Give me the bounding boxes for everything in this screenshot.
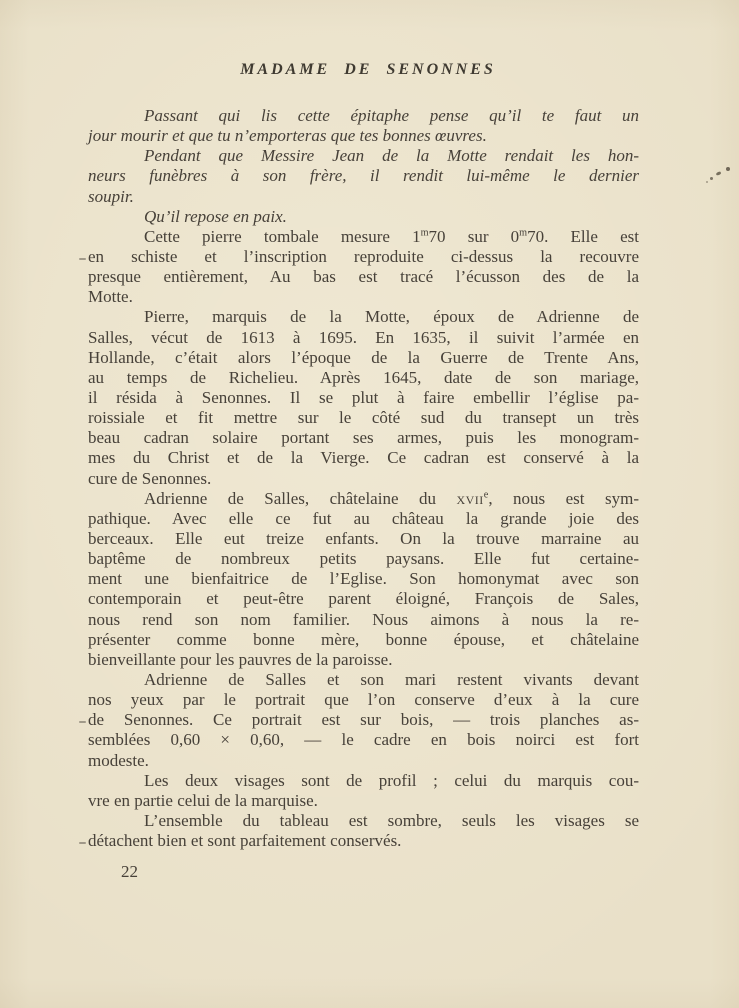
superscript-text: m: [519, 227, 528, 239]
text-line: contemporain et peut-être parent éloigné, François de Sales,: [88, 589, 639, 609]
text-line: au temps de Richelieu. Après 1645, date de son mariage,: [88, 367, 639, 387]
ink-speckle: [716, 171, 722, 176]
smallcaps-text: xvii: [456, 488, 484, 508]
text-line: Salles, vécut de 1613 à 1695. En 1635, il suivit l’armée en: [88, 327, 639, 347]
text-line: Adrienne de Salles, châtelaine du xvii$^e$, nous est sym-: [144, 488, 639, 508]
text-line: Pierre, marquis de la Motte, époux de Adrienne de: [144, 307, 639, 327]
paragraph: [88, 670, 639, 771]
text-line: cure de Senonnes.: [88, 468, 212, 488]
text-line: bienveillante pour les pauvres de la paroisse.: [88, 649, 393, 669]
text-line: pathique. Avec elle ce fut au château la grande joie des: [88, 508, 639, 528]
paragraph: [88, 307, 639, 488]
margin-mark: [79, 258, 86, 260]
margin-mark: [79, 721, 86, 723]
text-line: Cette pierre tombale mesure 1$^m$70 sur 0$^m$70. Elle est: [144, 226, 639, 246]
paragraph: [88, 771, 639, 811]
paragraph: [88, 227, 639, 308]
text-line: il résida à Senonnes. Il se plut à faire embellir l’église pa-: [88, 387, 639, 407]
text-line: détachent bien et sont parfaitement conservés.: [88, 831, 402, 851]
text-line: semblées 0,60 × 0,60, — le cadre en bois noirci est fort: [88, 730, 639, 750]
ink-speckle: [706, 181, 708, 183]
text-line: ment une bienfaitrice de l’Eglise. Son homonymat avec son: [88, 569, 639, 589]
paragraph: [88, 811, 639, 851]
paragraph: [88, 106, 639, 146]
text-line: présenter comme bonne mère, bonne épouse, et châtelaine: [88, 629, 639, 649]
superscript-text: m: [420, 227, 429, 239]
superscript-text: e: [483, 489, 489, 501]
text-line: Adrienne de Salles et son mari restent vivants devant: [144, 669, 639, 689]
text-line: nos yeux par le portrait que l’on conserve d’eux à la cure: [88, 690, 639, 710]
page-number: 22: [121, 862, 138, 881]
text-line: Hollande, c’était alors l’époque de la Guerre de Trente Ans,: [88, 347, 639, 367]
text-line: soupir.: [88, 186, 134, 206]
text-line: Motte.: [88, 287, 133, 307]
text-line: modeste.: [88, 750, 149, 770]
paragraph: [88, 489, 639, 670]
text-line: baptême de nombreux petits paysans. Elle fut certaine-: [88, 549, 639, 569]
text-line: Pendant que Messire Jean de la Motte rendait les hon-: [144, 146, 639, 166]
text-line: presque entièrement, Au bas est tracé l’écusson des de la: [88, 267, 639, 287]
margin-mark: [79, 842, 86, 844]
text-line: jour mourir et que tu n’emporteras que tes bonnes œuvres.: [88, 126, 487, 146]
ink-speckle: [710, 177, 713, 180]
text-line: nous rend son nom familier. Nous aimons à nous la re-: [88, 609, 639, 629]
text-line: vre en partie celui de la marquise.: [88, 790, 318, 810]
page-title: MADAME DE SENONNES: [240, 61, 496, 78]
paragraph: [88, 146, 639, 206]
text-line: de Senonnes. Ce portrait est sur bois, — trois planches as-: [88, 710, 639, 730]
text-line: Passant qui lis cette épitaphe pense qu’il te faut un: [144, 106, 639, 125]
text-line: beau cadran solaire portant ses armes, puis les monogram-: [88, 428, 639, 448]
text-line: mes du Christ et de la Vierge. Ce cadran est conservé à la: [88, 448, 639, 468]
text-line: L’ensemble du tableau est sombre, seuls les visages se: [144, 810, 639, 830]
text-line: berceaux. Elle eut treize enfants. On la trouve marraine au: [88, 528, 639, 548]
paragraph: [88, 207, 639, 227]
text-line: en schiste et l’inscription reproduite ci-dessus la recouvre: [88, 246, 639, 266]
ink-speckle: [726, 167, 730, 171]
text-line: Les deux visages sont de profil ; celui du marquis cou-: [144, 770, 639, 790]
text-line: roissiale et fit mettre sur le côté sud du transept un très: [88, 408, 639, 428]
text-line: Qu’il repose en paix.: [144, 206, 287, 226]
text-line: neurs funèbres à son frère, il rendit lui-même le dernier: [88, 166, 639, 186]
text-block: [88, 106, 639, 851]
